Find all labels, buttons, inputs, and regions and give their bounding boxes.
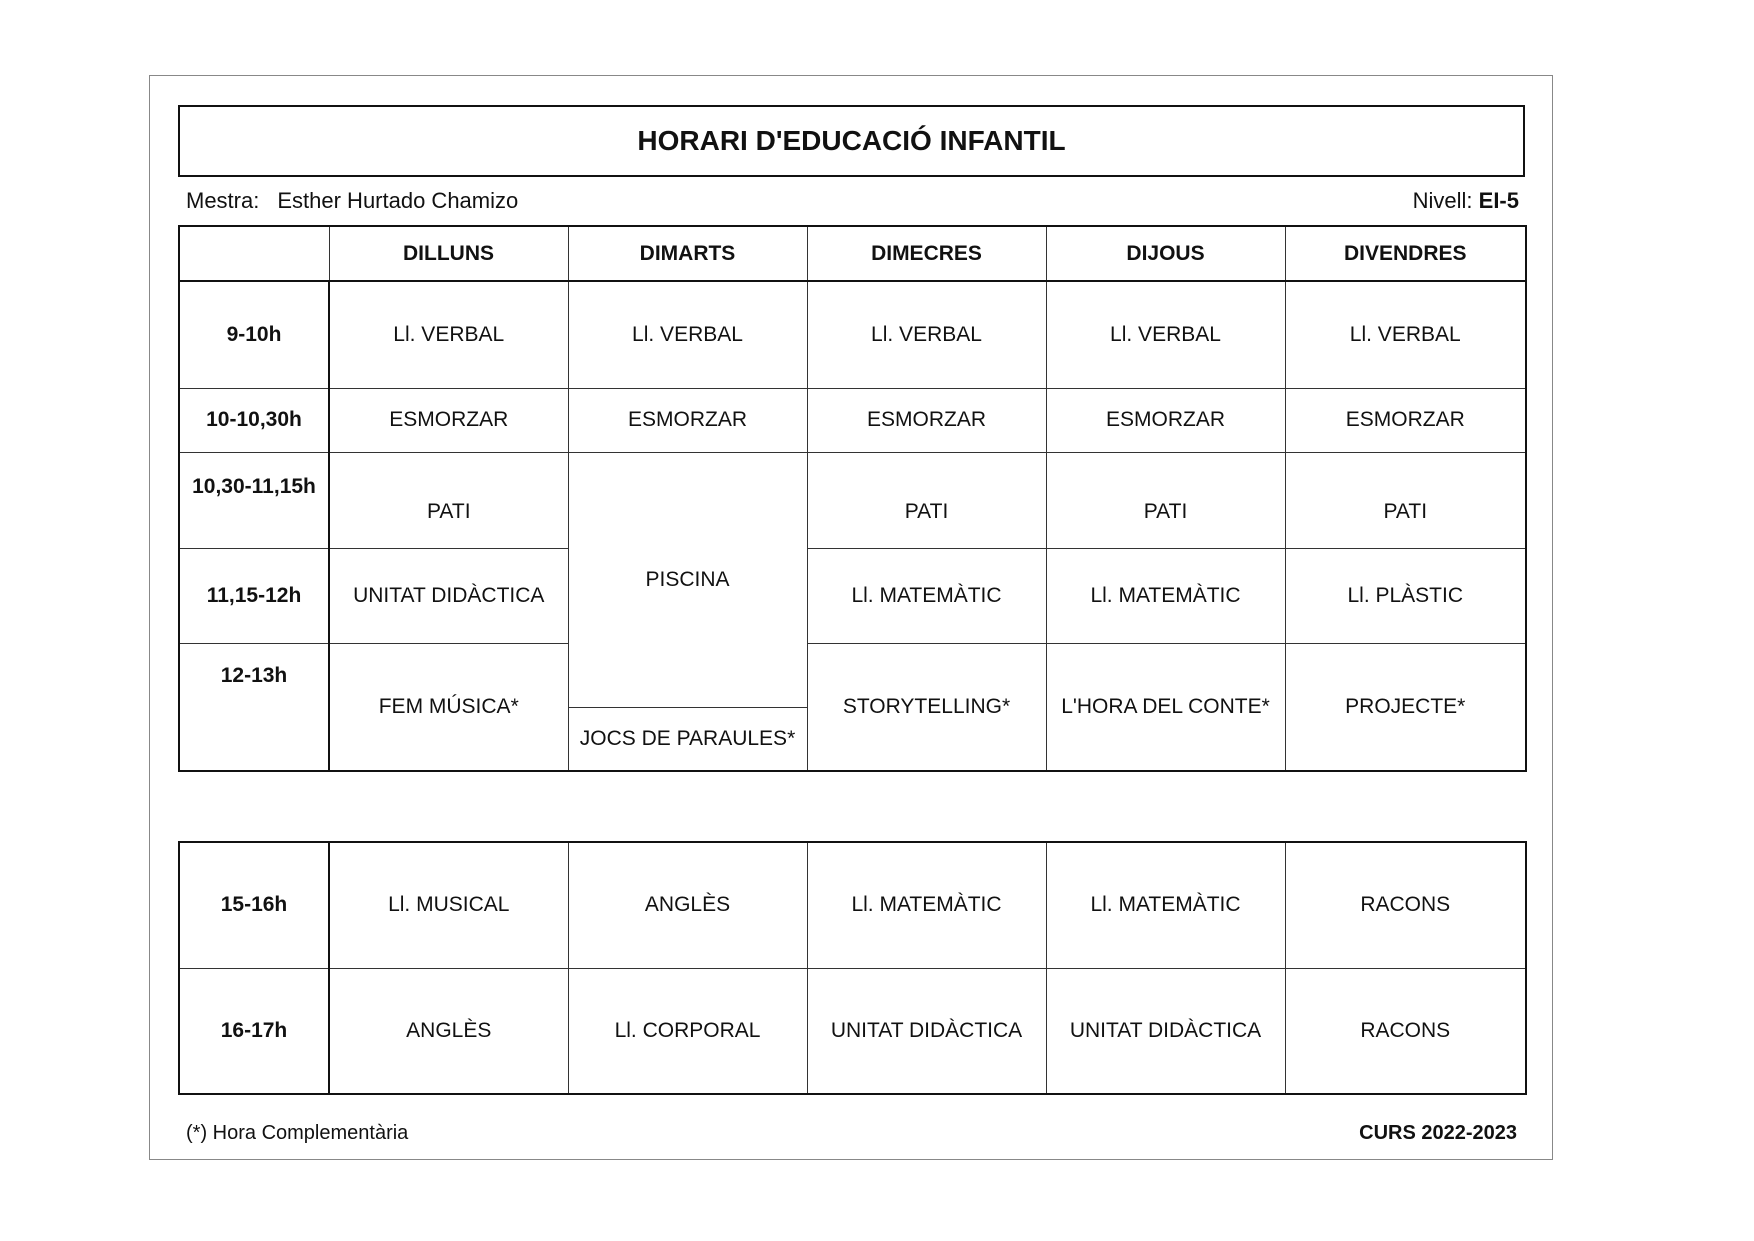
corner-cell: [179, 226, 329, 281]
time-cell: 10-10,30h: [179, 388, 329, 452]
schedule-cell: Ll. CORPORAL: [568, 968, 807, 1094]
schedule-cell: UNITAT DIDÀCTICA: [1046, 968, 1285, 1094]
schedule-cell: FEM MÚSICA*: [329, 643, 568, 771]
schedule-cell: PATI: [807, 452, 1046, 548]
schedule-cell: PATI: [1285, 452, 1526, 548]
day-header: DIMECRES: [807, 226, 1046, 281]
schedule-cell: Ll. VERBAL: [568, 281, 807, 388]
header-row: [179, 226, 1526, 281]
day-header: DIMARTS: [568, 226, 807, 281]
time-cell: 10,30-11,15h: [179, 452, 329, 548]
schedule-cell: PROJECTE*: [1285, 643, 1526, 771]
day-header: DIJOUS: [1046, 226, 1285, 281]
schedule-cell: STORYTELLING*: [807, 643, 1046, 771]
morning-schedule-table: [178, 225, 1527, 772]
schedule-cell: PATI: [1046, 452, 1285, 548]
schedule-cell: Ll. MUSICAL: [329, 842, 568, 968]
schedule-cell: Ll. MATEMÀTIC: [1046, 842, 1285, 968]
time-cell: 11,15-12h: [179, 548, 329, 643]
schedule-cell: Ll. VERBAL: [329, 281, 568, 388]
day-header: DIVENDRES: [1285, 226, 1526, 281]
schedule-cell: Ll. PLÀSTIC: [1285, 548, 1526, 643]
table-row: [179, 643, 1526, 707]
course-label: CURS 2022-2023: [1359, 1122, 1517, 1144]
table-row: [179, 452, 1526, 548]
schedule-cell: ANGLÈS: [568, 842, 807, 968]
time-cell: 9-10h: [179, 281, 329, 388]
schedule-cell: ANGLÈS: [329, 968, 568, 1094]
table-row: [179, 842, 1526, 968]
schedule-cell: UNITAT DIDÀCTICA: [329, 548, 568, 643]
day-header: DILLUNS: [329, 226, 568, 281]
time-cell: 12-13h: [179, 643, 329, 771]
schedule-cell: ESMORZAR: [807, 388, 1046, 452]
schedule-cell: RACONS: [1285, 968, 1526, 1094]
time-cell: 15-16h: [179, 842, 329, 968]
schedule-cell: ESMORZAR: [1285, 388, 1526, 452]
schedule-cell: ESMORZAR: [568, 388, 807, 452]
teacher-label: Mestra:: [186, 188, 260, 213]
schedule-cell: L'HORA DEL CONTE*: [1046, 643, 1285, 771]
teacher-name: Esther Hurtado Chamizo: [277, 188, 519, 213]
schedule-cell: Ll. VERBAL: [1046, 281, 1285, 388]
footnote: (*) Hora Complementària: [186, 1122, 409, 1144]
table-row: [179, 388, 1526, 452]
schedule-cell: RACONS: [1285, 842, 1526, 968]
schedule-cell: Ll. VERBAL: [807, 281, 1046, 388]
page-title: HORARI D'EDUCACIÓ INFANTIL: [178, 105, 1525, 177]
table-row: [179, 968, 1526, 1094]
schedule-cell: Ll. MATEMÀTIC: [1046, 548, 1285, 643]
schedule-cell: Ll. MATEMÀTIC: [807, 548, 1046, 643]
time-cell: 16-17h: [179, 968, 329, 1094]
schedule-cell: UNITAT DIDÀCTICA: [807, 968, 1046, 1094]
schedule-cell: ESMORZAR: [1046, 388, 1285, 452]
schedule-cell-piscina: PISCINA: [568, 452, 807, 707]
afternoon-schedule-table: [178, 841, 1527, 1095]
teacher-info: [186, 188, 518, 214]
table-row: [179, 281, 1526, 388]
level-info: [1413, 188, 1519, 214]
level-label: Nivell:: [1412, 188, 1473, 213]
schedule-cell: PATI: [329, 452, 568, 548]
schedule-cell: ESMORZAR: [329, 388, 568, 452]
schedule-cell: JOCS DE PARAULES*: [568, 707, 807, 771]
schedule-cell: Ll. MATEMÀTIC: [807, 842, 1046, 968]
schedule-cell: Ll. VERBAL: [1285, 281, 1526, 388]
table-row: [179, 548, 1526, 643]
level-value: EI-5: [1478, 188, 1519, 213]
